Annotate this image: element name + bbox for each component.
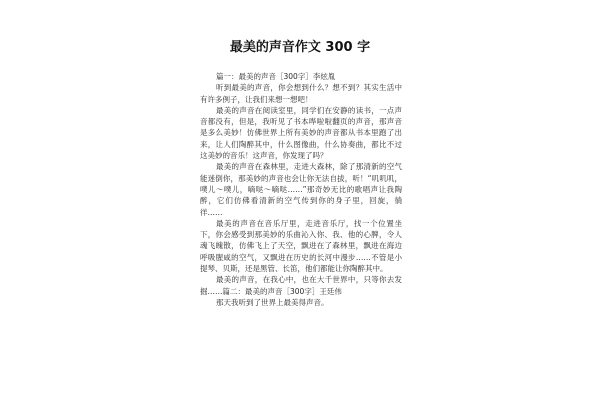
paragraph: 最美的声音在音乐厅里，走进音乐厅，找一个位置坐下，你会感受到那美妙的乐曲沁入你、我、他的心脾，令人魂飞魄散，仿佛飞上了天空，飘进在了森林里，飘进在海边呼吸腥咸的空气，又飘进在历史的长河中漫步……不管是小提琴、贝斯，还是黑管、长笛，他们都能让你陶醉其中。 [200,218,402,274]
paragraph: 最美的声音在森林里，走进大森林，除了那清新的空气能迷倒你，那美妙的声音也会让你无法自拔，听！“叽叽叽，噗儿～噗儿，嘀哒～嘀哒……”那奇妙无比的歌唱声让我陶醉，它们仿佛看清新的空气传到你的身子里，回旋，徜徉…… [200,162,402,217]
paragraph: 最美的声音，在我心中，也在大千世界中，只等你去发掘……篇二：最美的声音［300字］王廷伟 [200,275,402,296]
paragraph-heading-1: 篇一：最美的声音［300字］李炫胤 [216,72,336,81]
paragraph: 那天我听到了世界上最美得声音。 [216,297,329,307]
document-body [200,71,402,308]
document-title: 最美的声音作文 300 字 [229,40,371,55]
paragraph: 听到最美的声音，你会想到什么？想不到？其实生活中有许多例子，让我们来想一想吧！ [200,83,402,104]
paragraph: 最美的声音在阅读室里，同学们在安静的读书，一点声音都没有，但是，我听见了书本哗啦啦翻页的声音，那声音是多么美妙！仿佛世界上所有美妙的声音都从书本里跑了出来，让人们陶醉其中，什么图像曲，什么协奏曲，都比不过这美妙的音乐！这声音，你发现了吗？ [200,105,402,161]
